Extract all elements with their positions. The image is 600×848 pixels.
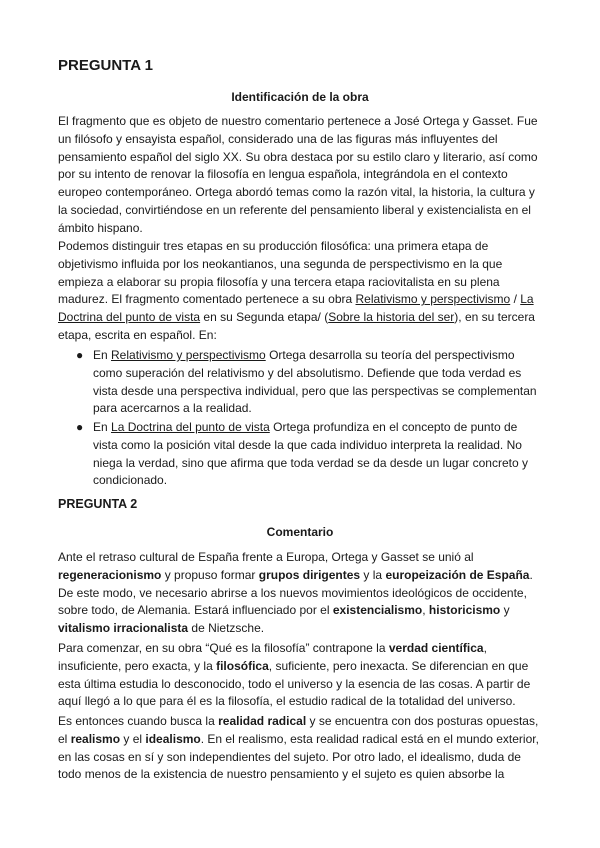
text-run: ), en su tercera etapa, escrita en español. En: — [58, 310, 535, 342]
text-run: Es entonces cuando busca la — [58, 714, 219, 728]
paragraph-que-es-filosofia — [58, 640, 542, 711]
text-run: y propuso formar — [161, 567, 259, 582]
text-run: , suficiente, pero inexacta. Se diferencian en que esta última estudia lo desconocido, todo el universo y la esencia de las cosas. A partir de aquí llegó a lo que para él es la filosofía, el estudio radical de la totalidad del universo. — [58, 658, 531, 709]
text-run: / — [510, 292, 521, 307]
subheading-comentario: Comentario — [266, 525, 334, 539]
bold-term: filosófica — [216, 658, 269, 673]
bold-term: verdad científica — [388, 641, 484, 655]
bullet-dot-icon: ● — [76, 420, 84, 434]
heading-pregunta-1: PREGUNTA 1 — [58, 57, 154, 74]
bold-term: vitalismo irracionalista — [58, 621, 189, 636]
paragraph-realidad-radical — [58, 713, 542, 784]
bold-term: europeización de España — [385, 567, 530, 582]
bold-term: regeneracionismo — [58, 567, 162, 582]
bullet-text — [93, 347, 542, 418]
text-run: de Nietzsche. — [188, 621, 265, 636]
bullet-dot-icon: ● — [76, 348, 84, 362]
heading-pregunta-2: PREGUNTA 2 — [58, 497, 138, 511]
bold-term: historicismo — [428, 603, 501, 618]
text-run: y — [500, 603, 510, 618]
text-run: y se encuentra con dos posturas opuestas, el — [58, 714, 539, 746]
text-run: , — [422, 603, 429, 618]
paragraph-author-intro: El fragmento que es objeto de nuestro comentario pertenece a José Ortega y Gasset. Fue un filósofo y ensayista español, considerado una de las figuras más influyentes del pensamiento español del siglo XX. Su obra destaca por su estilo claro y literario, así como por su intento de renovar la filosofía en lengua española, integrándola en el contexto europeo contemporáneo. Ortega abordó temas como la razón vital, la historia, la cultura y la sociedad, convirtiéndose en un referente del pensamiento liberal y existencialista en el ámbito hispano. — [58, 114, 538, 235]
text-run: En — [93, 348, 112, 362]
text-run: y la — [360, 567, 386, 582]
bold-term: idealismo — [145, 731, 201, 746]
bold-term: existencialismo — [332, 603, 423, 618]
bullet-item-2 — [76, 419, 542, 490]
text-run: y el — [120, 731, 146, 746]
link-doctrina-punto-vista[interactable]: La Doctrina del punto de vista — [58, 292, 534, 325]
text-run: . En el realismo, esta realidad radical está en el mundo exterior, en las cosas en sí y son independientes del sujeto. Por otro lado, el idealismo, duda de todo menos de la existencia de nuestro pensamiento y el sujeto es quien absorbe la — [58, 731, 539, 782]
link-relativismo-perspectivismo[interactable]: Relativismo y perspectivismo — [355, 292, 511, 307]
text-run: Podemos distinguir tres etapas en su producción filosófica: una primera etapa de objetivismo influida por los neokantianos, una segunda de perspectivismo en la que empieza a elaborar su propia filosofía y una tercera etapa raciovitalista en su plena madurez. El fragmento comentado pertenece a su obra — [58, 239, 503, 307]
paragraph-regeneracionismo — [58, 549, 542, 638]
paragraph-stages — [58, 238, 542, 345]
text-run: Ortega desarrolla su teoría del perspectivismo como superación del relativismo y del absolutismo. Defiende que toda verdad es vista desde una perspectiva individual, pero que las perspectivas se complementan para acercarnos a la realidad. — [93, 348, 537, 416]
subheading-identificacion: Identificación de la obra — [231, 90, 369, 104]
text-run: En — [93, 420, 112, 434]
text-run: . De este modo, ve necesario abrirse a los nuevos movimientos ideológicos de occidente, sobre todo, de Alemania. Estará influenciado por el — [58, 567, 533, 618]
bold-term: realidad radical — [218, 714, 307, 728]
text-run: , insuficiente, pero exacta, y la — [58, 641, 487, 673]
link-historia-del-ser[interactable]: Sobre la historia del ser — [328, 310, 455, 325]
text-run: Ortega profundiza en el concepto de punto de vista como la posición vital desde la que cada individuo interpreta la realidad. No niega la verdad, sino que afirma que toda verdad se da desde un lugar concreto y condicionado. — [93, 420, 528, 488]
bullet-item-1 — [76, 347, 542, 418]
link-relativismo-perspectivismo[interactable]: Relativismo y perspectivismo — [111, 348, 266, 362]
bold-term: realismo — [70, 731, 121, 746]
text-run: Para comenzar, en su obra “Qué es la filosofía” contrapone la — [58, 641, 389, 655]
text-run: en su Segunda etapa/ ( — [200, 310, 329, 325]
bold-term: grupos dirigentes — [258, 567, 361, 582]
text-run: Ante el retraso cultural de España frente a Europa, Ortega y Gasset se unió al — [58, 550, 474, 564]
bullet-text — [93, 419, 542, 490]
link-doctrina-punto-vista[interactable]: La Doctrina del punto de vista — [111, 420, 270, 434]
